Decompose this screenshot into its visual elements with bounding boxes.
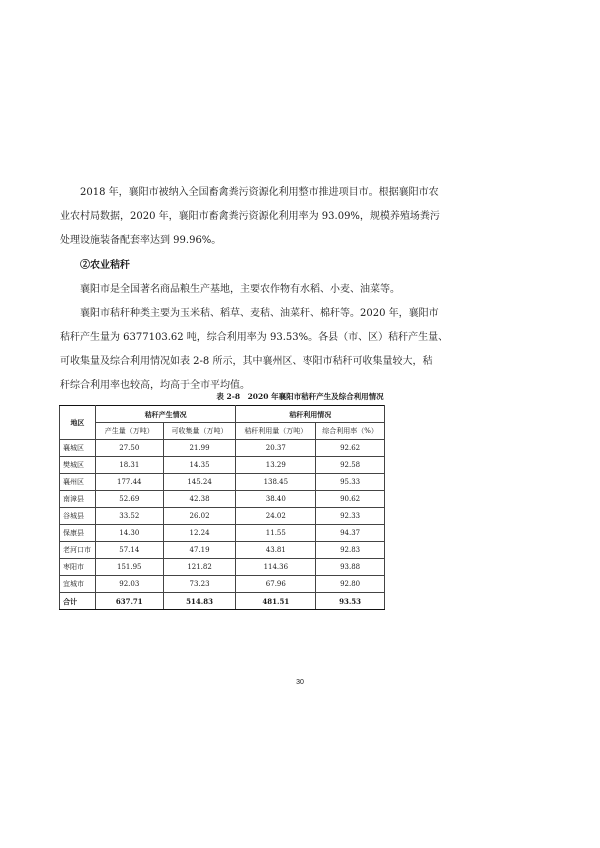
table-row [60,559,385,576]
total-collectable-cell: 514.83 [163,593,236,610]
region-cell: 襄城区 [60,440,96,457]
table-row [60,525,385,542]
region-cell: 谷城县 [60,508,96,525]
section-heading-straw: ②农业秸秆 [80,260,130,271]
production-cell: 33.52 [95,508,163,525]
column-header-collectable: 可收集量（万吨） [163,423,236,440]
utilized-cell: 43.81 [236,542,316,559]
production-cell: 92.03 [95,576,163,593]
straw-utilization-group-header: 秸秆利用情况 [236,406,385,423]
region-cell: 南漳县 [60,491,96,508]
region-cell: 襄州区 [60,474,96,491]
collectable-cell: 73.23 [163,576,236,593]
region-cell: 保康县 [60,525,96,542]
column-header-rate: 综合利用率（%） [316,423,385,440]
paragraph-line: 可收集量及综合利用情况如表 2-8 所示，其中襄州区、枣阳市秸秆可收集量较大，秸 [60,356,433,367]
straw-utilization-table [59,405,385,610]
collectable-cell: 121.82 [163,559,236,576]
utilized-cell: 11.55 [236,525,316,542]
rate-cell: 90.62 [316,491,385,508]
rate-cell: 92.62 [316,440,385,457]
utilized-cell: 67.96 [236,576,316,593]
paragraph-line: 秸秆产生量为 6377103.62 吨，综合利用率为 93.53%。各县（市、区）秸秆产生量、 [60,332,449,343]
table-row [60,576,385,593]
collectable-cell: 145.24 [163,474,236,491]
production-cell: 177.44 [95,474,163,491]
paragraph-line: 处理设施装备配套率达到 99.96%。 [60,235,222,246]
rate-cell: 92.80 [316,576,385,593]
utilized-cell: 114.36 [236,559,316,576]
production-cell: 27.50 [95,440,163,457]
table-row [60,542,385,559]
paragraph-line: 襄阳市秸秆种类主要为玉米秸、稻草、麦秸、油菜秆、棉秆等。2020 年，襄阳市 [80,308,439,319]
collectable-cell: 42.38 [163,491,236,508]
collectable-cell: 21.99 [163,440,236,457]
table-row [60,491,385,508]
table-row [60,457,385,474]
paragraph-line: 秆综合利用率也较高，均高于全市平均值。 [60,380,250,391]
utilized-cell: 138.45 [236,474,316,491]
paragraph-grain-base [60,278,540,302]
total-production-cell: 637.71 [95,593,163,610]
production-cell: 57.14 [95,542,163,559]
paragraph-livestock-manure [60,181,540,253]
rate-cell: 93.88 [316,559,385,576]
collectable-cell: 26.02 [163,508,236,525]
production-cell: 52.69 [95,491,163,508]
collectable-cell: 12.24 [163,525,236,542]
production-cell: 151.95 [95,559,163,576]
total-row [60,593,385,610]
rate-cell: 92.58 [316,457,385,474]
total-utilized-cell: 481.51 [236,593,316,610]
table-caption: 表 2-8 2020 年襄阳市秸秆产生及综合利用情况 [216,392,384,401]
rate-cell: 94.37 [316,525,385,542]
table-row [60,440,385,457]
rate-cell: 95.33 [316,474,385,491]
paragraph-line: 襄阳市是全国著名商品粮生产基地，主要农作物有水稻、小麦、油菜等。 [80,284,400,295]
straw-production-group-header: 秸秆产生情况 [95,406,236,423]
region-cell: 老河口市 [60,542,96,559]
utilized-cell: 24.02 [236,508,316,525]
column-header-utilized: 秸秆利用量（万吨） [236,423,316,440]
total-label-cell: 合计 [60,593,96,610]
utilized-cell: 13.29 [236,457,316,474]
region-header: 地区 [60,406,96,440]
paragraph-line: 业农村局数据，2020 年，襄阳市畜禽粪污资源化利用率为 93.09%，规模养殖场粪污 [60,211,440,222]
column-header-production: 产生量（万吨） [95,423,163,440]
rate-cell: 92.83 [316,542,385,559]
region-cell: 枣阳市 [60,559,96,576]
production-cell: 14.30 [95,525,163,542]
collectable-cell: 47.19 [163,542,236,559]
page-number: 30 [296,679,304,686]
utilized-cell: 38.40 [236,491,316,508]
paragraph-line: 2018 年，襄阳市被纳入全国畜禽粪污资源化利用整市推进项目市。根据襄阳市农 [80,187,439,198]
paragraph-straw-types [60,302,540,398]
region-cell: 樊城区 [60,457,96,474]
table-row [60,508,385,525]
total-rate-cell: 93.53 [316,593,385,610]
table-row [60,474,385,491]
rate-cell: 92.33 [316,508,385,525]
utilized-cell: 20.37 [236,440,316,457]
collectable-cell: 14.35 [163,457,236,474]
region-cell: 宜城市 [60,576,96,593]
production-cell: 18.31 [95,457,163,474]
